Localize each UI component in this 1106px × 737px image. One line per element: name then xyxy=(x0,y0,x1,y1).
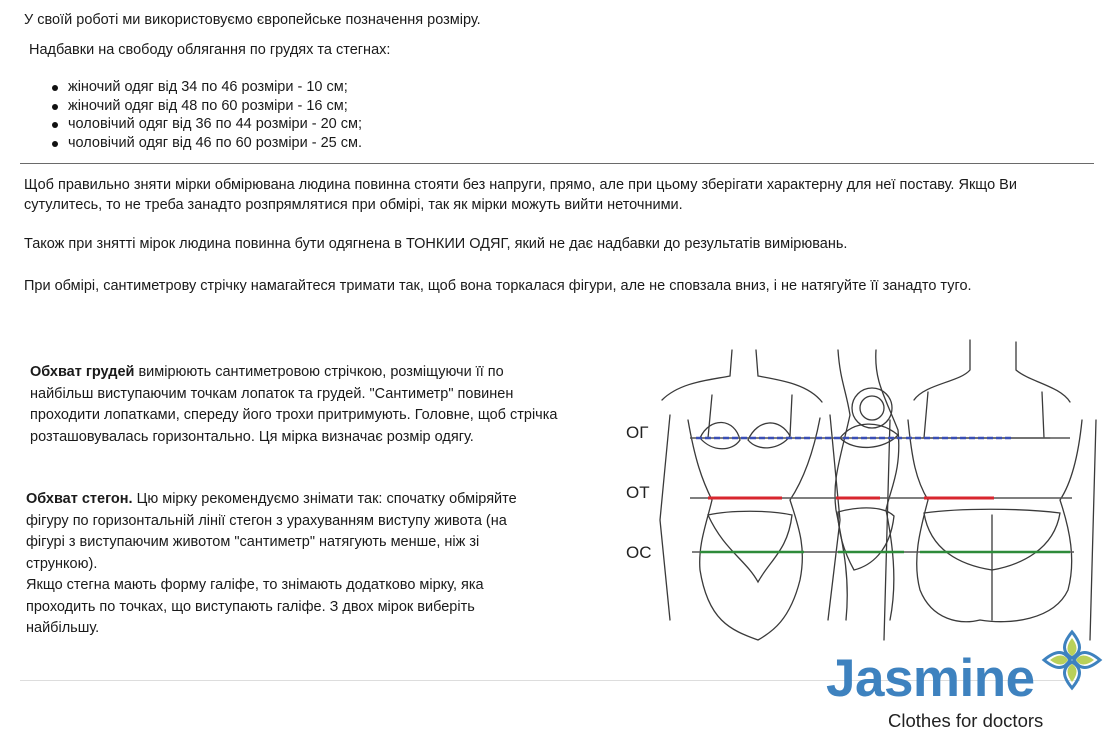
chest-paragraph xyxy=(30,362,558,448)
list-item: жіночий одяг від 48 по 60 розміри - 16 см; xyxy=(50,97,362,116)
instruction-posture: Щоб правильно зняти мірки обмірювана людина повинна стояти без напруги, прямо, але при цьому зберігати характерну для неї поставу. Якщо Ви сутулитесь, то не треба занадто розпрямлятися при обмірі, так як мірки можуть вийти неточними. xyxy=(24,177,1017,213)
instruction-tape: При обмірі, сантиметрову стрічку намагайтеся тримати так, щоб вона торкалася фігури, але не сповзала вниз, і не натягуйте її занадто туго. xyxy=(24,278,972,294)
hips-term: Обхват стегон. xyxy=(26,491,133,507)
allowances-title: Надбавки на свободу облягання по грудях та стегнах: xyxy=(29,42,391,58)
hips-paragraph xyxy=(26,489,546,640)
divider xyxy=(20,163,1094,164)
list-item: жіночий одяг від 34 по 46 розміри - 10 см; xyxy=(50,78,362,97)
label-chest: ОГ xyxy=(626,423,649,442)
label-hips: ОС xyxy=(626,543,652,562)
chest-term: Обхват грудей xyxy=(30,364,135,380)
list-item: чоловічий одяг від 46 по 60 розміри - 25 см. xyxy=(50,134,362,153)
intro-text: У своїй роботі ми використовуємо європейське позначення розміру. xyxy=(24,12,481,28)
list-item: чоловічий одяг від 36 по 44 розміри - 20 см; xyxy=(50,115,362,134)
measurement-figures-illustration xyxy=(640,320,1100,650)
label-waist: ОТ xyxy=(626,483,650,502)
hips-text: Цю мірку рекомендуємо знімати так: спочатку обміряйте фігуру по горизонтальній лінії стегон з урахуванням виступу живота (на фігурі з виступаючим животом "сантиметр" натягують менше, ніж зі стрункою). xyxy=(26,491,517,572)
jasmine-flower-icon xyxy=(1040,628,1104,692)
hips-extra: Якщо стегна мають форму галіфе, то знімають додатково мірку, яка проходить по точках, що виступають галіфе. З двох мірок виберіть найбільшу. xyxy=(26,577,484,636)
allowances-list xyxy=(50,78,362,152)
logo-name: Jasmine xyxy=(826,649,1035,708)
logo-tagline: Clothes for doctors xyxy=(888,710,1044,731)
chest-text: вимірюють сантиметровою стрічкою, розміщуючи її по найбільш виступаючим точкам лопаток та грудей. "Сантиметр" повинен проходити лопатками, спереду його трохи притримують. Головне, щоб стрічка розташовувалась горизонтально. Ця мірка визначає розмір одягу. xyxy=(30,364,558,445)
instruction-clothing: Також при знятті мірок людина повинна бути одягнена в ТОНКИИ ОДЯГ, який не дає надбавки до результатів вимірювань. xyxy=(24,236,848,252)
